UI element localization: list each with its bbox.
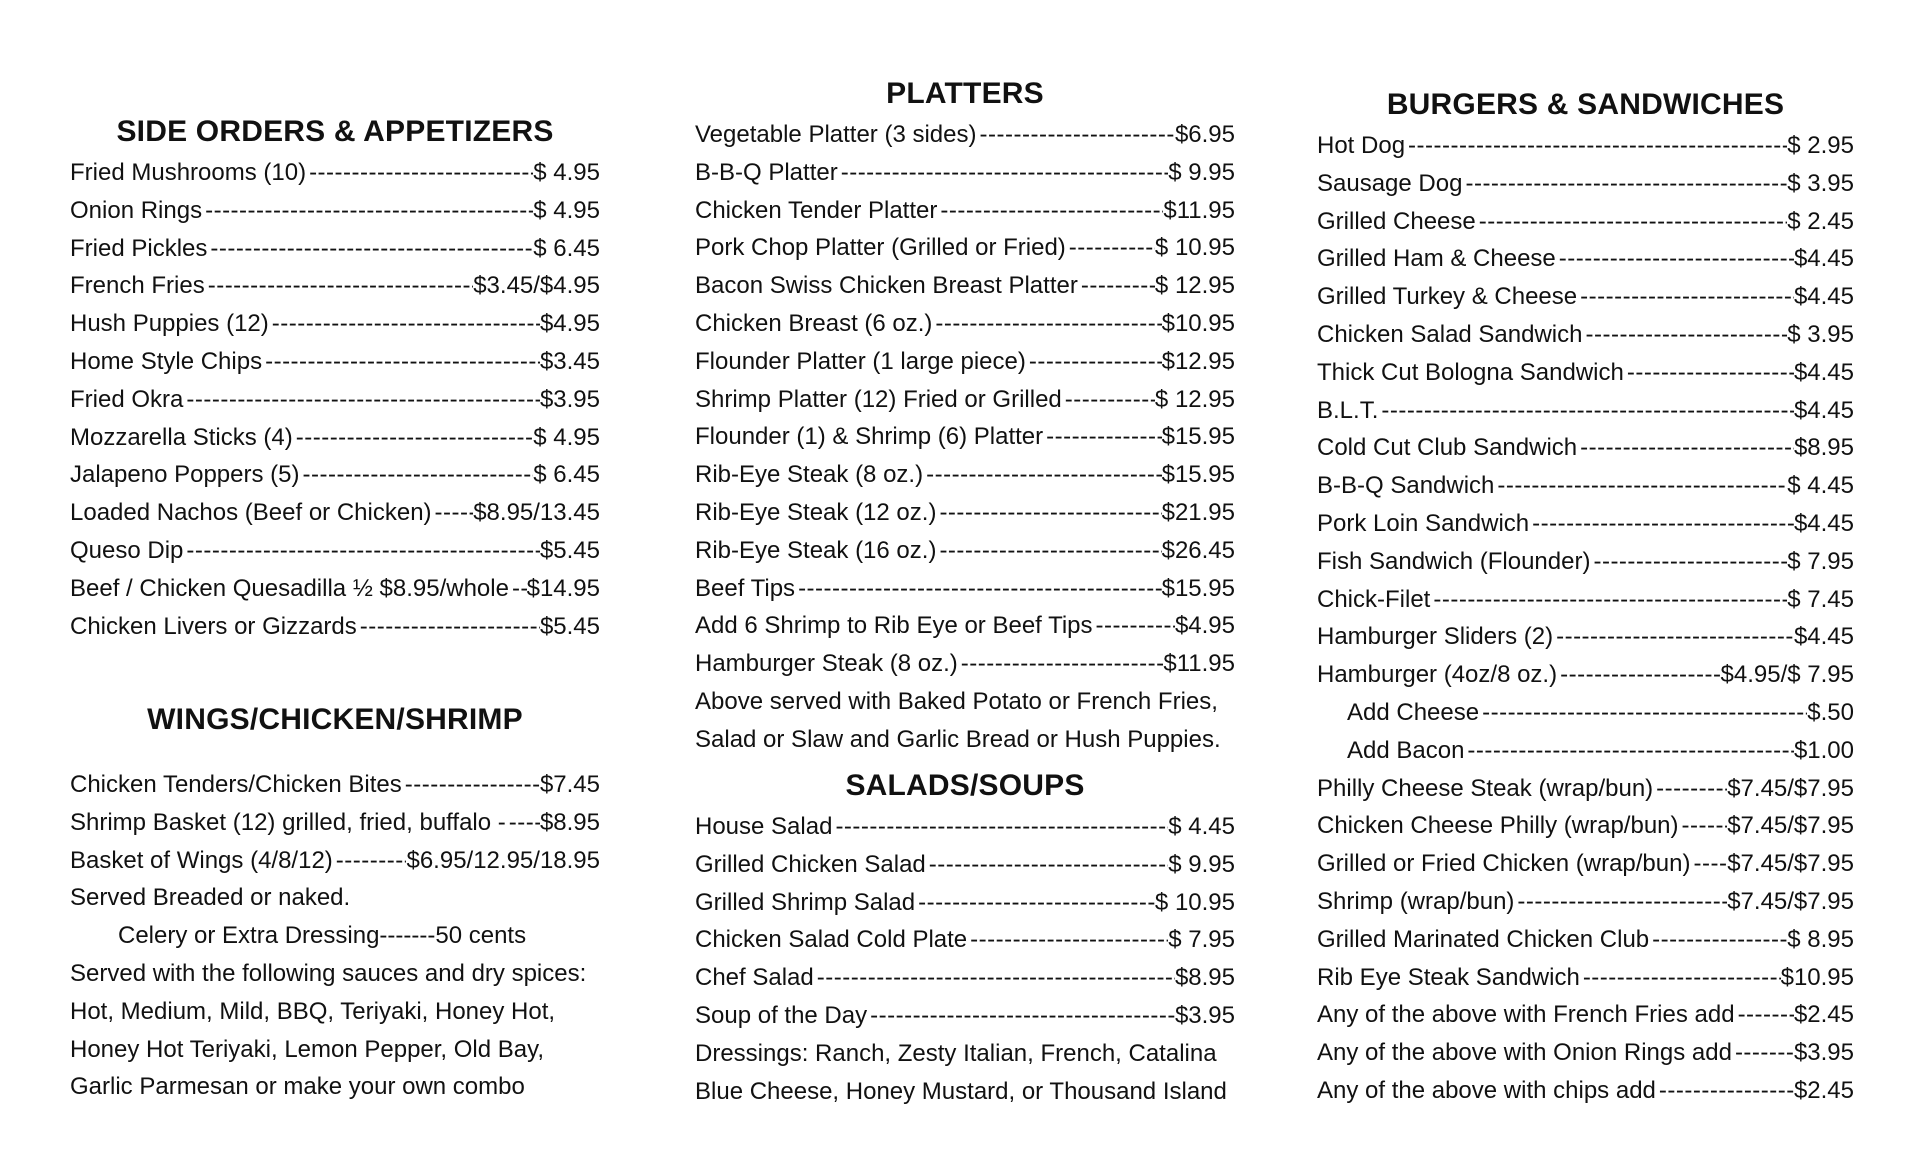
dot-leader [1732,1034,1794,1072]
menu-item-name: Rib-Eye Steak (8 oz.) [695,461,924,489]
menu-item-price: $3.95 [539,385,600,413]
burgers-list [1317,127,1854,1110]
menu-item-name: Chicken Breast (6 oz.) [695,309,933,337]
menu-item-price: $ 7.45 [1787,585,1854,613]
menu-item-price: $3.45/$4.95 [473,272,600,300]
salads-dressing-note-1: Dressings: Ranch, Zesty Italian, French, Catalina [695,1039,1217,1067]
menu-item [695,846,1235,884]
menu-item-name: Beef / Chicken Quesadilla ½ $8.95/whole [70,574,509,602]
wings-title: WINGS/CHICKEN/SHRIMP [147,703,523,736]
menu-item-name: Loaded Nachos (Beef or Chicken) [70,499,432,527]
dot-leader [1557,656,1720,694]
menu-item-price: $11.95 [1163,196,1235,224]
menu-item [695,418,1235,456]
menu-item [695,959,1235,997]
menu-item-name: Any of the above with Onion Rings add [1317,1039,1732,1067]
menu-item-name: Vegetable Platter (3 sides) [695,121,977,148]
menu-item-price: $15.95 [1161,461,1235,489]
menu-item [1317,505,1854,543]
menu-item [695,343,1235,381]
menu-item-name: French Fries [70,272,205,300]
menu-item-name: Basket of Wings (4/8/12) [70,846,333,874]
dot-leader [1556,240,1794,278]
menu-item [695,456,1235,494]
menu-item-price: $3.95 [1174,1001,1235,1029]
menu-item [1317,127,1854,165]
menu-item-name: Fried Okra [70,385,184,413]
menu-item-price: $7.45/$7.95 [1727,850,1854,878]
menu-item [695,305,1235,343]
menu-item-name: Rib-Eye Steak (12 oz.) [695,498,937,526]
wings-list [70,766,600,879]
dot-leader [1735,996,1794,1034]
salads-dressing-note-2: Blue Cheese, Honey Mustard, or Thousand Island [695,1077,1227,1105]
dot-leader [1690,845,1727,883]
menu-item-name: Grilled Cheese [1317,207,1476,235]
menu-item [1317,921,1854,959]
menu-item [695,267,1235,305]
menu-item-price: $ 4.45 [1168,813,1235,840]
menu-item-price: $.50 [1807,698,1854,726]
dot-leader [1479,694,1807,732]
menu-item-price: $6.95 [1174,121,1235,148]
menu-item-price: $12.95 [1161,347,1235,375]
menu-item-price: $ 8.95 [1787,925,1854,953]
menu-item-price: $7.45/$7.95 [1727,887,1854,915]
menu-item-price: $ 12.95 [1154,385,1235,413]
dot-leader [795,570,1162,608]
menu-item-name: Thick Cut Bologna Sandwich [1317,358,1624,386]
menu-item [695,532,1235,570]
menu-item-name: B-B-Q Platter [695,158,838,186]
dot-leader [357,608,540,646]
wings-sauce-note-1: Served with the following sauces and dry spices: [70,959,587,987]
menu-item-name: Jalapeno Poppers (5) [70,461,300,489]
menu-item [70,192,600,230]
menu-item [70,343,600,381]
menu-item-price: $26.45 [1161,536,1235,564]
dot-leader [932,305,1161,343]
menu-item [70,154,600,192]
wings-sauce-note-4: Garlic Parmesan or make your own combo [70,1073,525,1101]
dot-leader [1066,229,1155,267]
menu-item-name: Hamburger Steak (8 oz.) [695,650,958,678]
menu-item-name: Flounder Platter (1 large piece) [695,347,1026,375]
salads-list [695,808,1235,1035]
menu-item [1317,656,1854,694]
menu-item-name: Home Style Chips [70,347,263,375]
menu-item-price: $14.95 [526,574,600,602]
menu-item [695,192,1235,230]
menu-item [70,305,600,343]
menu-item-name: B.L.T. [1317,396,1379,424]
menu-item-price: $ 10.95 [1154,888,1235,916]
menu-item-price: $ 6.45 [533,461,600,489]
dot-leader [1580,959,1781,997]
menu-item-name: B-B-Q Sandwich [1317,472,1495,500]
menu-item-name: Mozzarella Sticks (4) [70,423,293,451]
menu-item [695,997,1235,1035]
side-orders-list [70,154,600,645]
menu-item-name: Philly Cheese Steak (wrap/bun) [1317,774,1654,802]
menu-item-name: Grilled Marinated Chicken Club [1317,925,1650,953]
menu-item-price: $8.95 [1174,964,1235,992]
menu-item [70,456,600,494]
menu-item-name: Bacon Swiss Chicken Breast Platter [695,272,1078,300]
dot-leader [1062,381,1155,419]
menu-item-name: Chicken Tender Platter [695,196,938,224]
menu-item-name: Rib-Eye Steak (16 oz.) [695,536,937,564]
menu-item [70,381,600,419]
menu-item [695,154,1235,192]
dot-leader [867,997,1175,1035]
menu-item-name: Fried Mushrooms (10) [70,159,307,186]
menu-item [1317,732,1854,770]
dot-leader [1430,581,1787,619]
menu-item [695,116,1235,154]
menu-item-price: $ 2.45 [1787,207,1854,235]
menu-item-price: $ 9.95 [1168,158,1235,186]
dot-leader [205,267,474,305]
dot-leader [958,645,1164,683]
dot-leader [1093,607,1175,645]
menu-item-price: $4.45 [1793,358,1854,386]
menu-item-name: Shrimp Platter (12) Fried or Grilled [695,385,1062,413]
menu-item-name: Grilled Ham & Cheese [1317,245,1556,273]
menu-item-name: Sausage Dog [1317,169,1463,197]
menu-item [1317,543,1854,581]
menu-item [70,419,600,457]
dot-leader [1026,343,1162,381]
dot-leader [977,116,1175,154]
menu-item-price: $8.95 [1793,434,1854,462]
dot-leader [293,419,534,457]
wings-celery-note: Celery or Extra Dressing-------50 cents [118,922,527,950]
menu-item [695,808,1235,846]
menu-item-price: $15.95 [1161,574,1235,602]
menu-item-price: $10.95 [1161,309,1235,337]
dot-leader [936,532,1161,570]
dot-leader [1476,203,1788,241]
dot-leader [207,230,533,268]
menu-item-name: Pork Loin Sandwich [1317,509,1530,537]
menu-item-name: Chef Salad [695,964,814,992]
menu-item-price: $ 7.95 [1168,926,1235,954]
menu-item-price: $8.95/13.45 [473,499,600,527]
menu-item-name: Grilled or Fried Chicken (wrap/bun) [1317,850,1691,878]
menu-item [1317,694,1854,732]
menu-item-price: $ 4.95 [533,159,600,186]
dot-leader [1653,770,1727,808]
menu-item-name: Fish Sandwich (Flounder) [1317,547,1591,575]
dot-leader [1464,732,1794,770]
dot-leader [1405,127,1787,165]
menu-item-name: Any of the above with chips add [1317,1076,1656,1104]
menu-item-price: $7.45/$7.95 [1727,774,1854,802]
dot-leader [814,959,1175,997]
dot-leader [1679,807,1728,845]
menu-item [70,494,600,532]
menu-item-name: Chicken Livers or Gizzards [70,612,357,640]
menu-item-price: $ 4.95 [533,196,600,224]
menu-item-name: Pork Chop Platter (Grilled or Fried) [695,234,1066,262]
menu-item-name: Hot Dog [1317,132,1406,159]
wings-sauce-note-2: Hot, Medium, Mild, BBQ, Teriyaki, Honey Hot, [70,997,556,1025]
menu-item [695,607,1235,645]
dot-leader [926,846,1168,884]
menu-item [695,570,1235,608]
menu-item [1317,316,1854,354]
salads-title: SALADS/SOUPS [845,769,1085,802]
menu-item-name: Grilled Turkey & Cheese [1317,283,1578,311]
dot-leader [1577,429,1794,467]
menu-item-name: Hush Puppies (12) [70,310,269,338]
menu-item-price: $ 12.95 [1154,272,1235,300]
menu-item-price: $ 4.95 [533,423,600,451]
menu-item [1317,1034,1854,1072]
menu-item-name: Chicken Cheese Philly (wrap/bun) [1317,812,1679,840]
menu-item-name: Chick-Filet [1317,585,1431,613]
menu-item [1317,203,1854,241]
menu-item-price: $2.45 [1793,1076,1854,1104]
menu-item [1317,807,1854,845]
dot-leader [1583,316,1788,354]
menu-item [70,570,600,608]
menu-item [1317,467,1854,505]
menu-item [695,921,1235,959]
menu-item [70,608,600,646]
side-orders-section [70,112,600,645]
menu-item [70,766,600,804]
menu-item [695,229,1235,267]
dot-leader [967,921,1168,959]
menu-item-name: Add Bacon [1347,736,1465,764]
dot-leader [832,808,1168,846]
dot-leader [269,305,540,343]
dot-leader [183,532,540,570]
menu-item-name: Fried Pickles [70,234,208,262]
menu-item-price: $ 4.45 [1787,472,1854,500]
platters-section [695,74,1235,759]
burgers-section [1317,85,1854,1110]
dot-leader [1043,418,1161,456]
menu-item-price: $8.95 [539,808,600,836]
menu-item-name: Queso Dip [70,536,184,564]
salads-section [695,766,1235,1110]
side-orders-title: SIDE ORDERS & APPETIZERS [116,115,554,148]
menu-item-price: $1.00 [1793,736,1854,764]
dot-leader [1590,543,1787,581]
dot-leader [1624,354,1794,392]
dot-leader [937,192,1163,230]
dot-leader [333,842,407,880]
menu-item [1317,996,1854,1034]
menu-item-price: $4.95/$ 7.95 [1720,661,1854,689]
menu-item-price: $ 3.95 [1787,320,1854,348]
menu-item-name: House Salad [695,813,833,840]
menu-item [70,804,600,842]
platters-title: PLATTERS [886,77,1044,110]
menu-item [1317,618,1854,656]
menu-item [695,645,1235,683]
menu-item-price: $4.95 [1174,612,1235,640]
menu-item-price: $21.95 [1161,498,1235,526]
menu-item-price: $7.45/$7.95 [1727,812,1854,840]
menu-item-price: $ 7.95 [1787,547,1854,575]
menu-item [1317,770,1854,808]
menu-item-price: $4.45 [1793,509,1854,537]
dot-leader [262,343,540,381]
burgers-title: BURGERS & SANDWICHES [1386,88,1785,121]
dot-leader [306,154,533,192]
menu-item-price: $ 9.95 [1168,850,1235,878]
menu-item [1317,581,1854,619]
menu-item [1317,392,1854,430]
menu-item-name: Chicken Salad Cold Plate [695,926,968,954]
dot-leader [1378,392,1794,430]
menu-item-price: $3.95 [1793,1039,1854,1067]
menu-item-name: Add 6 Shrimp to Rib Eye or Beef Tips [695,612,1093,640]
menu-item-name: Shrimp Basket (12) grilled, fried, buffalo - [70,808,506,836]
platters-note-1: Above served with Baked Potato or French Fries, [695,687,1218,715]
menu-item [1317,354,1854,392]
menu-item-name: Rib Eye Steak Sandwich [1317,963,1580,991]
menu-item-name: Flounder (1) & Shrimp (6) Platter [695,423,1044,451]
menu-item-name: Add Cheese [1347,698,1480,726]
menu-item [1317,240,1854,278]
dot-leader [1649,921,1787,959]
menu-item-price: $5.45 [539,536,600,564]
menu-item-price: $4.45 [1793,245,1854,273]
menu-item [1317,883,1854,921]
menu-item [1317,845,1854,883]
menu-item [1317,165,1854,203]
menu-item-price: $15.95 [1161,423,1235,451]
menu-item-name: Shrimp (wrap/bun) [1317,887,1515,915]
menu-item [70,842,600,880]
menu-item-price: $4.45 [1793,283,1854,311]
wings-section [70,700,600,1106]
menu-item-name: Onion Rings [70,196,203,224]
dot-leader [923,456,1162,494]
menu-item-name: Chicken Salad Sandwich [1317,320,1583,348]
dot-leader [1494,467,1787,505]
menu-item-price: $ 3.95 [1787,169,1854,197]
menu-item [1317,959,1854,997]
menu-item [1317,278,1854,316]
menu-item-price: $4.45 [1793,396,1854,424]
dot-leader [1577,278,1794,316]
dot-leader [1514,883,1727,921]
menu-item [1317,1072,1854,1110]
platters-list [695,116,1235,683]
menu-item-price: $ 6.45 [533,234,600,262]
menu-item-name: Soup of the Day [695,1001,868,1029]
menu-item [695,494,1235,532]
menu-item-price: $10.95 [1780,963,1854,991]
menu-item-price: $6.95/12.95/18.95 [406,846,600,874]
menu-item-name: Any of the above with French Fries add [1317,1001,1735,1029]
menu-item-price: $3.45 [539,347,600,375]
dot-leader [1656,1072,1794,1110]
menu-item [70,267,600,305]
platters-note-2: Salad or Slaw and Garlic Bread or Hush Puppies. [695,725,1221,753]
menu-item-price: $ 2.95 [1787,132,1854,159]
menu-item-name: Grilled Chicken Salad [695,850,926,878]
menu-item-name: Cold Cut Club Sandwich [1317,434,1578,462]
dot-leader [915,884,1155,922]
menu-item [695,381,1235,419]
menu-item [695,884,1235,922]
dot-leader [1529,505,1794,543]
menu-item-price: $4.95 [539,310,600,338]
menu-item-price: $ 10.95 [1154,234,1235,262]
wings-served-note: Served Breaded or naked. [70,884,351,912]
menu-item-name: Beef Tips [695,574,796,602]
menu-item-price: $11.95 [1163,650,1235,678]
dot-leader [506,804,540,842]
dot-leader [1462,165,1787,203]
menu-item-name: Chicken Tenders/Chicken Bites [70,771,402,798]
dot-leader [936,494,1161,532]
menu-item-price: $2.45 [1793,1001,1854,1029]
menu-item-price: $5.45 [539,612,600,640]
dot-leader [183,381,540,419]
dot-leader [402,766,540,804]
menu-item [1317,429,1854,467]
menu-item [70,532,600,570]
dot-leader [299,456,533,494]
wings-sauce-note-3: Honey Hot Teriyaki, Lemon Pepper, Old Bay, [70,1035,545,1063]
dot-leader [432,494,474,532]
menu-item-price: $4.45 [1793,623,1854,651]
menu-item-name: Hamburger (4oz/8 oz.) [1317,661,1558,689]
dot-leader [202,192,533,230]
menu-item-name: Grilled Shrimp Salad [695,888,916,916]
menu-item-price: $7.45 [539,771,600,798]
dot-leader [509,570,527,608]
dot-leader [1553,618,1794,656]
dot-leader [838,154,1169,192]
menu-item-name: Hamburger Sliders (2) [1317,623,1554,651]
menu-item [70,230,600,268]
dot-leader [1078,267,1155,305]
